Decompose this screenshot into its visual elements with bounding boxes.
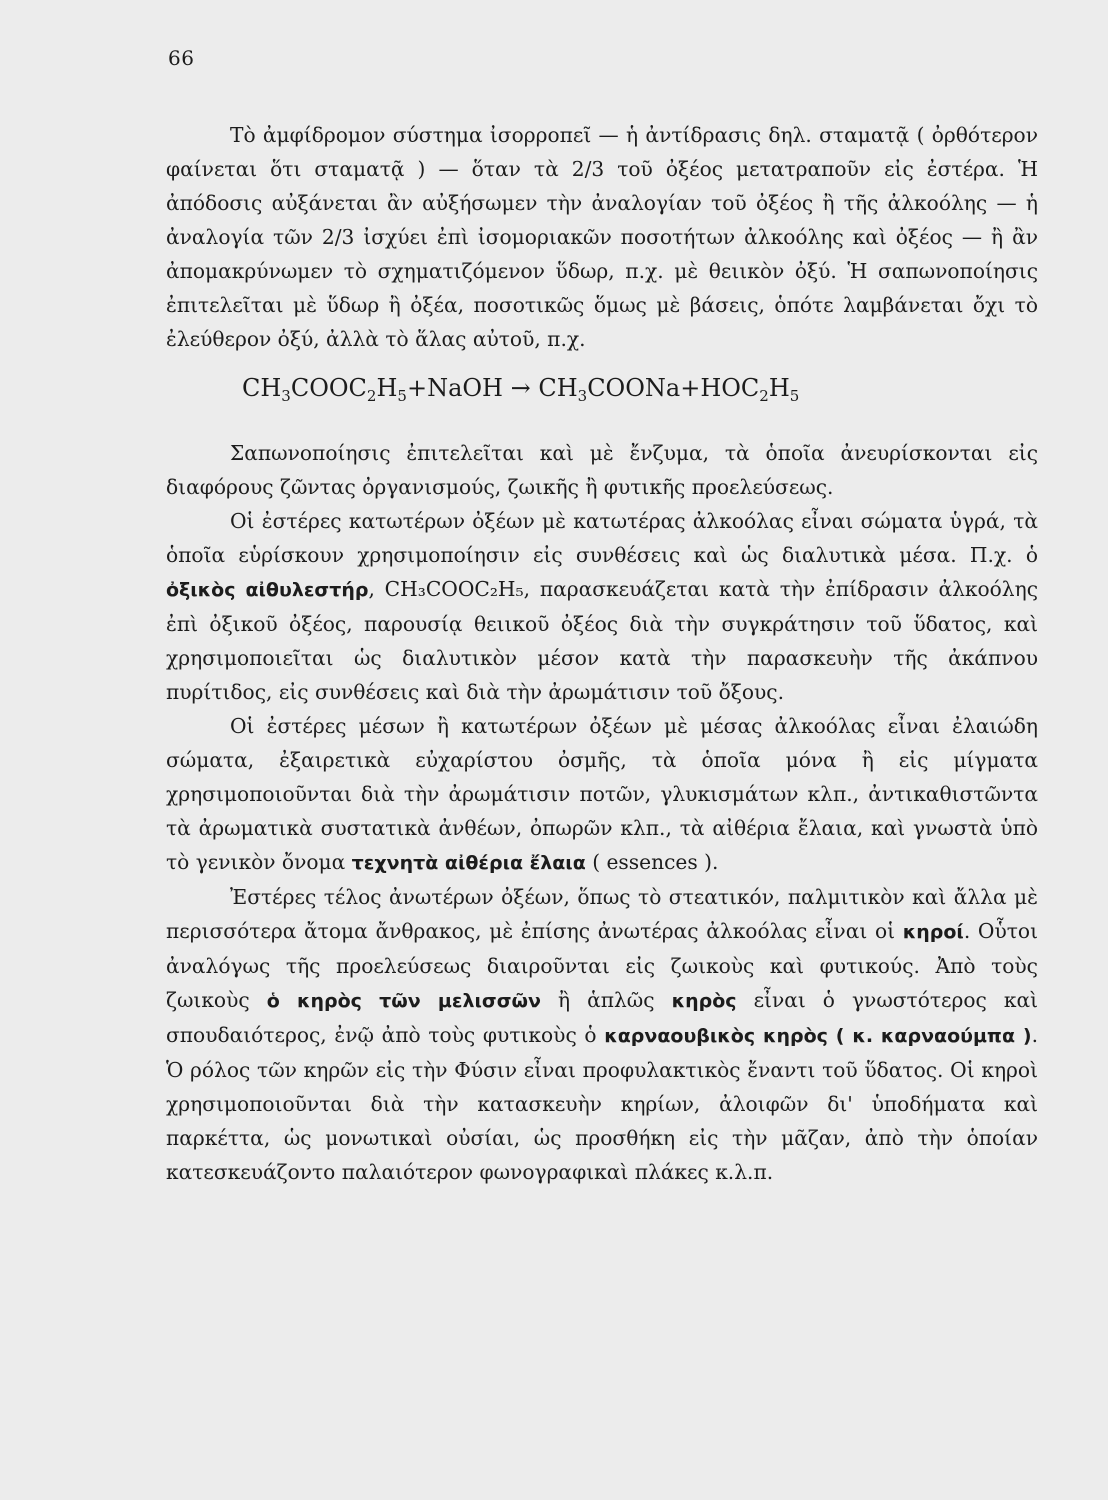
formula-subscript: 2 [366,387,377,405]
paragraph-equilibrium: Τὸ ἀμφίδρομον σύστημα ἰσορροπεῖ — ἡ ἀντίδρασις δηλ. σταματᾷ ( ὀρθότερον φαίνεται ὅτι σταματᾷ ) — ὅταν τὰ 2/3 τοῦ ὀξέος μετατραποῦν εἰς ἐστέρα. Ἡ ἀπόδοσις αὐξάνεται ἂν αὐξήσωμεν τὴν ἀναλογίαν τοῦ ὀξέος ἢ τῆς ἀλκοόλης — ἡ ἀναλογία τῶν 2/3 ἰσχύει ἐπὶ ἰσομοριακῶν ποσοτήτων ἀλκοόλης καὶ ὀξέος — ἢ ἂν ἀπομακρύνωμεν τὸ σχηματιζόμενον ὕδωρ, π.χ. μὲ θειικὸν ὀξύ. Ἡ σαπωνοποίησις ἐπιτελεῖται μὲ ὕδωρ ἢ ὀξέα, ποσοτικῶς ὅμως μὲ βάσεις, ὁπότε λαμβάνεται ὄχι τὸ ἐλεύθερον ὀξύ, ἀλλὰ τὸ ἅλας αὐτοῦ, π.χ. [166,123,1038,351]
text-run: . Ὁ ρόλος τῶν κηρῶν εἰς τὴν Φύσιν εἶναι προφυλακτικὸς ἔναντι τοῦ ὕδατος. Οἱ κηροὶ χρησιμοποιοῦνται διὰ τὴν κατασκευὴν κηρίων, ἀλοιφῶν δι' ὑποδήματα καὶ παρκέττα, ὡς μονωτικαὶ οὐσίαι, ὡς προσθήκη εἰς τὴν μᾶζαν, ἀπὸ τὴν ὁποίαν κατεσκευάζοντο παλαιότερον φωνογραφικαὶ πλάκες κ.λ.π. [166,1023,1038,1184]
formula-part: COONa+HOC [587,374,760,402]
text-run: Οἱ ἐστέρες κατωτέρων ὀξέων μὲ κατωτέρας ἀλκοόλας εἶναι σώματα ὑγρά, τὰ ὁποῖα εὑρίσκουν χρησιμοποίησιν εἰς συνθέσεις καὶ ὡς διαλυτικὰ μέσα. Π.χ. ὁ [166,509,1038,567]
paragraph-enzymes: Σαπωνοποίησις ἐπιτελεῖται καὶ μὲ ἔνζυμα, τὰ ὁποῖα ἀνευρίσκονται εἰς διαφόρους ζῶντας ὀργανισμούς, ζωικῆς ἢ φυτικῆς προελεύσεως. [166,441,1038,499]
formula-subscript: 2 [759,387,769,405]
term-beeswax: ὁ κηρὸς τῶν μελισσῶν [266,990,541,1012]
term-wax: κηρὸς [671,990,737,1012]
formula-part: H [376,374,398,402]
paragraph-essences [166,709,1038,880]
formula-part: CH [242,374,282,402]
formula-subscript: 3 [577,387,588,405]
text-run: ( essences ). [592,850,719,874]
paragraph-lower-esters [166,504,1038,709]
formula-subscript: 3 [281,387,291,405]
formula-part: H [768,374,790,402]
formula-subscript: 5 [397,387,407,405]
text-run: . Οὗτοι ἀναλόγως τῆς προελεύσεως διαιροῦνται εἰς ζωικοὺς καὶ φυτικούς. Ἀπὸ τοὺς ζωικοὺς [166,919,1038,1012]
formula-part: +NaOH → CH [406,374,578,402]
term-artificial-essential-oils: τεχνητὰ αἰθέρια ἔλαια [351,852,586,874]
formula-part: COOC [290,374,367,402]
page-number: 66 [168,46,195,70]
saponification-equation [242,370,1038,406]
term-waxes: κηροί [902,921,964,943]
text-run: Οἱ ἐστέρες μέσων ἢ κατωτέρων ὀξέων μὲ μέσας ἀλκοόλας εἶναι ἐλαιώδη σώματα, ἐξαιρετικὰ εὐχαρίστου ὀσμῆς, τὰ ὁποῖα μόνα ἢ εἰς μίγματα χρησιμοποιοῦνται διὰ τὴν ἀρωμάτισιν ποτῶν, γλυκισμάτων κλπ., ἀντικαθιστῶντα τὰ ἀρωματικὰ συστατικὰ ἀνθέων, ὀπωρῶν κλπ., τὰ αἰθέρια ἔλαια, καὶ γνωστὰ ὑπὸ τὸ γενικὸν ὄνομα [166,714,1038,874]
text-run: , CH₃COOC₂H₅, παρασκευάζεται κατὰ τὴν ἐπίδρασιν ἀλκοόλης ἐπὶ ὀξικοῦ ὀξέος, παρουσίᾳ θειικοῦ ὀξέος διὰ τὴν συγκράτησιν τοῦ ὕδατος, καὶ χρησιμοποιεῖται ὡς διαλυτικὸν μέσον κατὰ τὴν παρασκευὴν τῆς ἀκάπνου πυρίτιδος, εἰς συνθέσεις καὶ διὰ τὴν ἀρωμάτισιν τοῦ ὄξους. [166,577,1039,704]
text-run: Ἐστέρες τέλος ἀνωτέρων ὀξέων, ὅπως τὸ στεατικόν, παλμιτικὸν καὶ ἄλλα μὲ περισσότερα ἄτομα ἄνθρακος, μὲ ἐπίσης ἀνωτέρας ἀλκοόλας εἶναι οἱ [166,885,1038,943]
text-run: ἢ ἁπλῶς [558,988,655,1012]
term-carnauba-wax: καρναουβικὸς κηρὸς ( κ. καρναούμπα ) [604,1025,1032,1047]
term-ethyl-acetate: ὀξικὸς αἰθυλεστήρ [166,579,369,601]
formula-subscript: 5 [789,387,800,405]
paragraph-waxes [166,880,1038,1189]
text-run: εἶναι ὁ γνωστότερος καὶ σπουδαιότερος, ἐνῷ ἀπὸ τοὺς φυτικοὺς ὁ [166,988,1039,1047]
body-text [166,118,1038,1189]
